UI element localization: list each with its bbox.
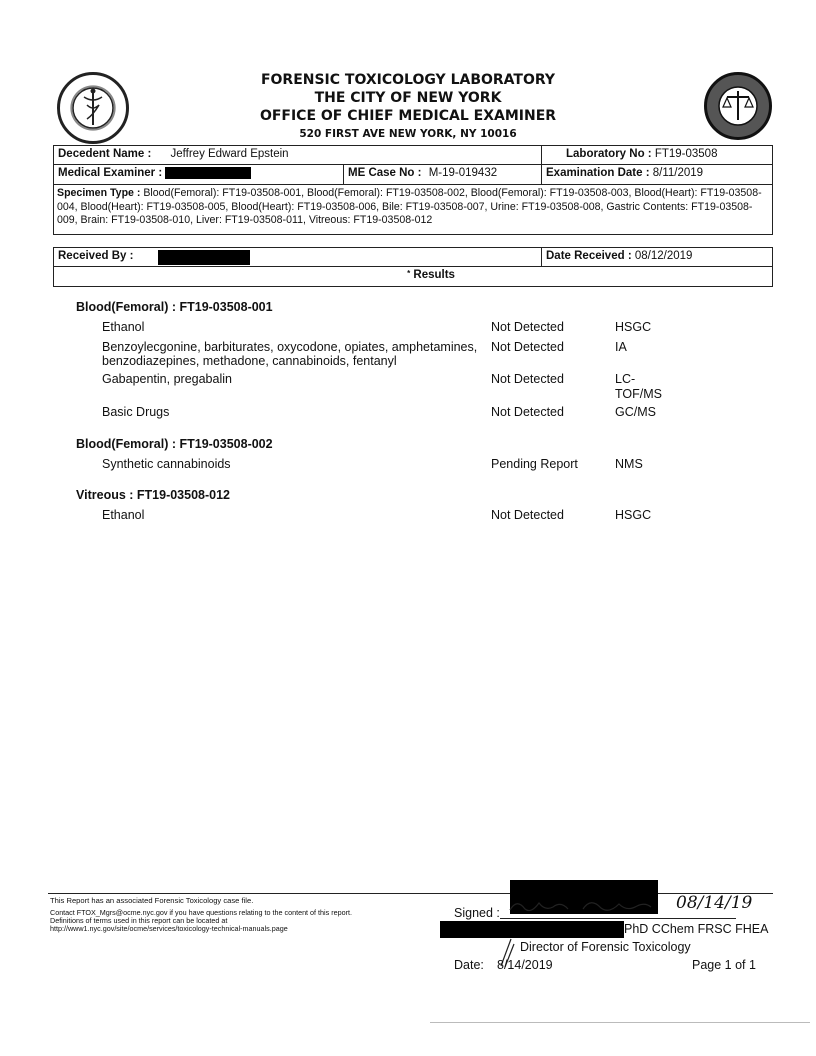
section-title: Blood(Femoral) : FT19-03508-001: [76, 300, 273, 314]
section-title: Vitreous : FT19-03508-012: [76, 488, 231, 502]
city-title: THE CITY OF NEW YORK: [314, 90, 502, 106]
specimen-list: Blood(Femoral): FT19-03508-001, Blood(Femoral): FT19-03508-002, Blood(Femoral): FT19-03508-003, Blood(Heart): FT19-03508-004, Blood(Heart): FT19-03508-005, Blood(Heart): FT19-03508-006, Bile: FT19-03508-007, Urine: FT19-03508-008, Gastric Contents: FT19-03508-009, Brain: FT19-03508-010, Liver: FT19-03508-011, Vitreous: FT19-03508-012: [57, 187, 762, 226]
footer-definitions: Definitions of terms used in this report can be located at: [50, 916, 228, 925]
lab-title: FORENSIC TOXICOLOGY LABORATORY: [260, 72, 556, 88]
test-method: LC-TOF/MS: [615, 372, 662, 401]
specimen-label: Specimen Type :: [57, 187, 141, 199]
date-value: 8/14/2019: [497, 958, 553, 972]
signature-line: [500, 918, 736, 919]
results-header: * Results: [53, 267, 773, 287]
signed-label: Signed :: [454, 906, 500, 920]
test-name: Benzoylecgonine, barbiturates, oxycodone, opiates, amphetamines, benzodiazepines, methadone, cannabinoids, fentanyl: [102, 340, 478, 368]
test-name: Ethanol: [102, 320, 145, 334]
examiner-row: [53, 165, 773, 185]
test-result: Not Detected: [491, 372, 564, 386]
me-case-label: ME Case No :: [348, 167, 422, 179]
decedent-row: [53, 145, 773, 165]
test-name: Synthetic cannabinoids: [102, 457, 231, 471]
test-name: Basic Drugs: [102, 405, 170, 419]
test-result: Pending Report: [491, 457, 578, 471]
office-title: OFFICE OF CHIEF MEDICAL EXAMINER: [259, 108, 557, 124]
medical-examiner-label: Medical Examiner :: [58, 167, 163, 180]
decedent-name: Jeffrey Edward Epstein: [170, 148, 289, 160]
section-title: Blood(Femoral) : FT19-03508-002: [76, 437, 273, 451]
signer-title: Director of Forensic Toxicology: [520, 940, 691, 954]
footer-url: http://www1.nyc.gov/site/ocme/services/toxicology-technical-manuals.page: [50, 924, 288, 933]
test-method: HSGC: [615, 508, 652, 522]
address: 520 FIRST AVE NEW YORK, NY 10016: [299, 128, 517, 140]
handwritten-signature: [505, 892, 670, 918]
test-result: Not Detected: [491, 340, 564, 354]
date-received-label: Date Received :: [546, 250, 632, 262]
test-method: GC/MS: [615, 405, 656, 419]
signature-date: 08/14/19: [676, 893, 753, 913]
test-method: HSGC: [615, 320, 652, 334]
results-title: Results: [413, 269, 455, 281]
date-label: Date:: [454, 958, 484, 972]
scan-edge-line: [430, 1022, 810, 1023]
redacted-receiver-name: [158, 250, 250, 265]
test-result: Not Detected: [491, 508, 564, 522]
specimen-row: [53, 185, 773, 235]
date-received-value: 08/12/2019: [634, 250, 693, 262]
exam-date-label: Examination Date :: [546, 167, 650, 179]
lab-no-value: FT19-03508: [654, 148, 718, 160]
test-method: NMS: [615, 457, 643, 471]
lab-no-label: Laboratory No :: [566, 148, 652, 160]
received-row: [53, 247, 773, 267]
me-case-value: M-19-019432: [428, 167, 498, 179]
test-name: Ethanol: [102, 508, 145, 522]
decedent-label: Decedent Name :: [58, 148, 152, 160]
signer-credentials: PhD CChem FRSC FHEA: [624, 922, 769, 936]
exam-date-value: 8/11/2019: [652, 167, 704, 179]
page-number: Page 1 of 1: [692, 958, 756, 972]
test-name: Gabapentin, pregabalin: [102, 372, 232, 386]
test-result: Not Detected: [491, 320, 564, 334]
test-result: Not Detected: [491, 405, 564, 419]
received-by-label: Received By :: [58, 250, 134, 262]
redacted-signer-name: [440, 921, 624, 938]
footer-contact: Contact FTOX_Mgrs@ocme.nyc.gov if you have questions relating to the content of this report.: [50, 908, 353, 917]
redacted-examiner-name: [165, 167, 251, 179]
footer-note: This Report has an associated Forensic Toxicology case file.: [50, 896, 254, 905]
test-method: IA: [615, 340, 627, 354]
